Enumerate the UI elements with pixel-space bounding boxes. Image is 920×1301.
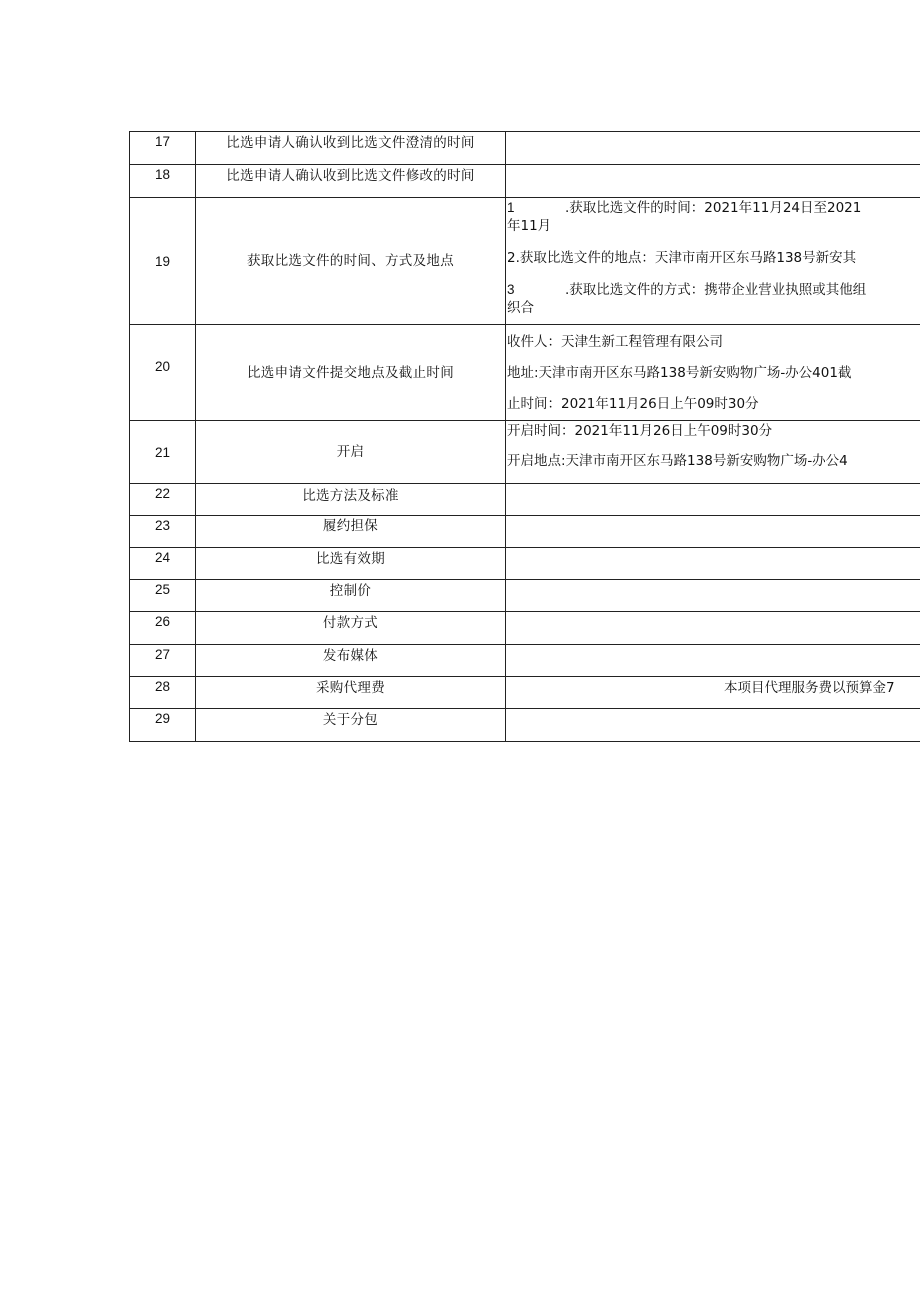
table-row — [130, 132, 920, 165]
item-label: 开启 — [196, 421, 506, 484]
row-number-text: 21 — [154, 444, 171, 460]
row-number: 27 — [130, 645, 196, 677]
content-line: 开启地点:天津市南开区东马路138号新安购物广场-办公4 — [507, 453, 848, 469]
item-label: 获取比选文件的时间、方式及地点 — [196, 198, 506, 325]
item-content — [506, 516, 920, 548]
item-content — [506, 165, 920, 198]
row-number: 18 — [130, 165, 196, 198]
row-number-text: 19 — [154, 253, 171, 269]
bid-info-table — [129, 131, 920, 742]
content-line — [507, 199, 920, 217]
content-line — [507, 281, 920, 299]
item-label: 履约担保 — [196, 516, 506, 548]
table-row — [130, 165, 920, 198]
item-content — [506, 325, 920, 421]
row-number — [130, 421, 196, 484]
table-row — [130, 709, 920, 742]
item-content — [506, 677, 920, 709]
row-number: 29 — [130, 709, 196, 742]
table-row — [130, 612, 920, 645]
content-line: 2.获取比选文件的地点：天津市南开区东马路138号新安其 — [507, 250, 857, 266]
item-content — [506, 580, 920, 612]
content-text: .获取比选文件的时间：2021年11月24日至2021 — [565, 200, 862, 216]
table-row — [130, 677, 920, 709]
row-number — [130, 325, 196, 421]
row-number: 28 — [130, 677, 196, 709]
content-line: 止时间：2021年11月26日上午09时30分 — [507, 396, 759, 412]
row-number-text: 20 — [154, 359, 171, 374]
table-row — [130, 580, 920, 612]
list-number: 3 — [507, 282, 515, 297]
table-row — [130, 516, 920, 548]
item-content — [506, 132, 920, 165]
table-row — [130, 484, 920, 516]
item-label: 付款方式 — [196, 612, 506, 645]
item-label: 比选有效期 — [196, 548, 506, 580]
item-content — [506, 709, 920, 742]
item-content — [506, 645, 920, 677]
item-label: 控制价 — [196, 580, 506, 612]
row-number: 26 — [130, 612, 196, 645]
table-row — [130, 645, 920, 677]
row-number — [130, 198, 196, 325]
item-label: 比选申请人确认收到比选文件澄清的时间 — [196, 132, 506, 165]
item-label: 比选申请人确认收到比选文件修改的时间 — [196, 165, 506, 198]
item-content — [506, 484, 920, 516]
item-label: 比选方法及标准 — [196, 484, 506, 516]
row-number: 23 — [130, 516, 196, 548]
row-number: 25 — [130, 580, 196, 612]
table-row — [130, 198, 920, 325]
content-line: 织合 — [507, 300, 534, 316]
item-label: 发布媒体 — [196, 645, 506, 677]
item-content — [506, 548, 920, 580]
item-content — [506, 198, 920, 325]
row-number: 17 — [130, 132, 196, 165]
row-number: 22 — [130, 484, 196, 516]
item-content — [506, 612, 920, 645]
row-number: 24 — [130, 548, 196, 580]
content-line: 地址:天津市南开区东马路138号新安购物广场-办公401截 — [507, 365, 852, 381]
content-line: 本项目代理服务费以预算金7 — [724, 680, 895, 696]
table-row — [130, 421, 920, 484]
content-line: 年11月 — [507, 218, 552, 234]
item-label: 采购代理费 — [196, 677, 506, 709]
content-text: .获取比选文件的方式：携带企业营业执照或其他组 — [565, 282, 867, 298]
item-label: 关于分包 — [196, 709, 506, 742]
content-line: 收件人：天津生新工程管理有限公司 — [507, 334, 723, 350]
list-number: 1 — [507, 200, 515, 215]
item-content — [506, 421, 920, 484]
content-line: 开启时间：2021年11月26日上午09时30分 — [507, 423, 773, 439]
table-row — [130, 548, 920, 580]
table-row — [130, 325, 920, 421]
item-label: 比选申请文件提交地点及截止时间 — [196, 325, 506, 421]
